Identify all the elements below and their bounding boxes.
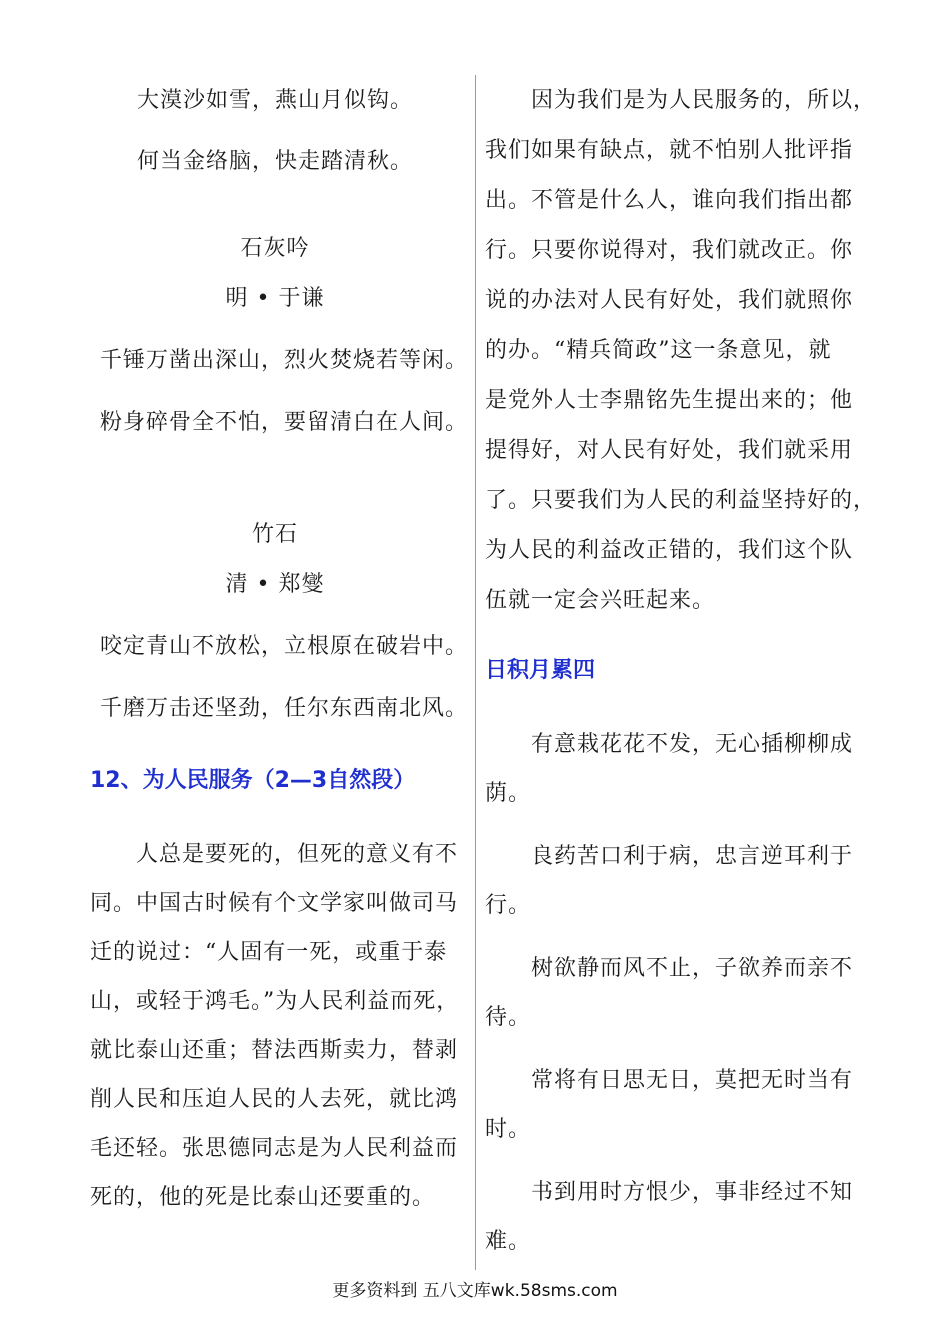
paragraph-line: 同。中国古时候有个文学家叫做司马 <box>90 891 459 916</box>
paragraph-line: 行。只要你说得对，我们就改正。你 <box>485 238 854 263</box>
paragraph-line: 说的办法对人民有好处，我们就照你 <box>485 288 854 313</box>
footer-text: 更多资料到 五八文库wk.58sms.com <box>332 1281 618 1301</box>
saying-line: 时。 <box>485 1117 532 1142</box>
paragraph-line: 削人民和压迫人民的人去死，就比鸿 <box>90 1087 459 1112</box>
paragraph-line: 毛还轻。张思德同志是为人民利益而 <box>90 1136 459 1161</box>
poem-line: 千磨万击还坚劲，任尔东西南北风。 <box>100 696 469 721</box>
paragraph-line: 我们如果有缺点，就不怕别人批评指 <box>485 138 854 163</box>
paragraph-line: 伍就一定会兴旺起来。 <box>485 588 716 613</box>
paragraph-line: 的办。“精兵简政”这一条意见，就 <box>485 338 832 363</box>
paragraph-line: 了。只要我们为人民的利益坚持好的， <box>485 488 877 513</box>
paragraph-line: 就比泰山还重；替法西斯卖力，替剥 <box>90 1038 459 1063</box>
paragraph-line: 出。不管是什么人，谁向我们指出都 <box>485 188 854 213</box>
saying-line: 树欲静而风不止，子欲养而亲不 <box>485 956 854 981</box>
section-heading: 12、为人民服务（2—3自然段） <box>90 768 416 793</box>
saying-line: 常将有日思无日，莫把无时当有 <box>485 1068 854 1093</box>
saying-line: 良药苦口利于病，忠言逆耳利于 <box>485 844 854 869</box>
column-divider <box>475 75 476 1270</box>
poem-title: 竹石 <box>251 522 298 547</box>
section-heading: 日积月累四 <box>485 658 596 683</box>
saying-line: 书到用时方恨少，事非经过不知 <box>485 1180 854 1205</box>
paragraph-line: 死的，他的死是比泰山还要重的。 <box>90 1185 436 1210</box>
paragraph-line: 迁的说过：“人固有一死，或重于泰 <box>90 940 448 965</box>
poem-line: 粉身碎骨全不怕，要留清白在人间。 <box>100 410 469 435</box>
saying-line: 有意栽花花不发，无心插柳柳成 <box>485 732 854 757</box>
poem1-line: 何当金络脑，快走踏清秋。 <box>136 149 413 174</box>
poem1-line: 大漠沙如雪，燕山月似钩。 <box>136 88 413 113</box>
paragraph-line: 因为我们是为人民服务的，所以， <box>485 88 877 113</box>
poem-author: 清 • 郑燮 <box>225 572 325 597</box>
saying-line: 难。 <box>485 1229 532 1254</box>
saying-line: 行。 <box>485 893 532 918</box>
paragraph-line: 为人民的利益改正错的，我们这个队 <box>485 538 854 563</box>
paragraph-line: 山，或轻于鸿毛。”为人民利益而死， <box>90 989 460 1014</box>
saying-line: 荫。 <box>485 781 532 806</box>
saying-line: 待。 <box>485 1005 532 1030</box>
poem-line: 咬定青山不放松，立根原在破岩中。 <box>100 634 469 659</box>
paragraph-line: 提得好，对人民有好处，我们就采用 <box>485 438 854 463</box>
poem-author: 明 • 于谦 <box>225 286 325 311</box>
paragraph-line: 是党外人士李鼎铭先生提出来的；他 <box>485 388 854 413</box>
paragraph-line: 人总是要死的，但死的意义有不 <box>90 842 459 867</box>
poem-line: 千锤万凿出深山，烈火焚烧若等闲。 <box>100 348 469 373</box>
poem-title: 石灰吟 <box>240 236 310 261</box>
